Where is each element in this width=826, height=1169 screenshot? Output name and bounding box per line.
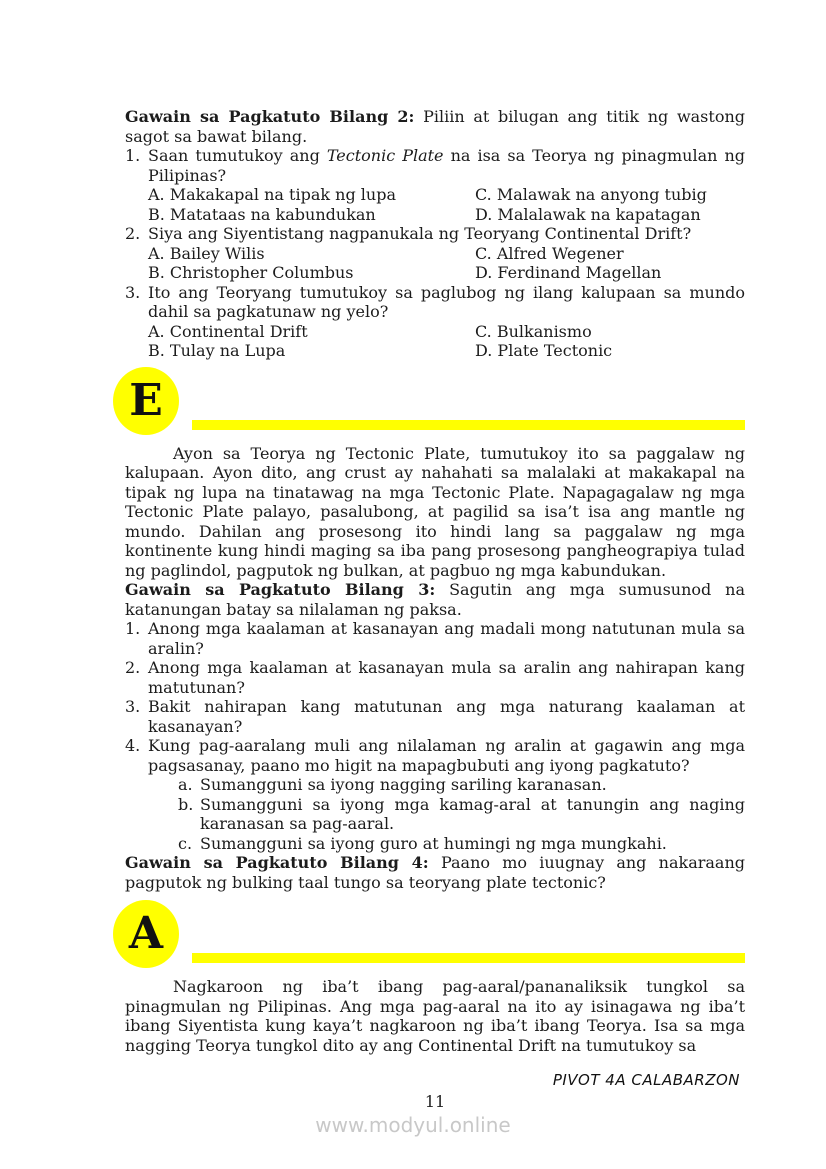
a-marker-circle [113, 900, 179, 968]
a-section-paragraph: Nagkaroon ng iba’t ibang pag-aaral/pananaliksik tungkol sa pinagmulan ng Pilipinas. Ang mga pag-aaral na ito ay isinagawa ng iba’t ibang Siyentista kung kaya’t nagkaroon ng iba’t ibang Teorya. Isa sa mga nagging Teorya tungkol dito ay ang Continental Drift na tumutukoy sa [125, 977, 745, 1055]
e-section-paragraph: Ayon sa Teorya ng Tectonic Plate, tumutukoy ito sa paggalaw ng kalupaan. Ayon dito, ang crust ay nahahati sa malalaki at makakapal na tipak ng lupa na tinatawag na mga Tectonic Plate. Napagagalaw ng mga Tectonic Plate palayo, pasalubong, at pagilid sa isa’t isa ang mantle ng mundo. Dahilan ang prosesong ito hindi lang sa paggalaw ng mga kontinente kung hindi maging sa iba pang prosesong pangheograpiya tulad ng paglindol, pagputok ng bulkan, at pagbuo ng mga kabundukan. [125, 443, 745, 580]
question-options [148, 322, 745, 361]
a-marker-letter: A [128, 908, 164, 960]
question-number: 3. [125, 282, 141, 302]
sub-option-text: Sumangguni sa iyong guro at humingi ng mga mungkahi. [200, 833, 667, 853]
activity3-questions [125, 619, 745, 853]
sub-option-text: Sumangguni sa iyong mga kamag-aral at tanungin ang naging karanasan sa pag-aaral. [200, 794, 745, 833]
question-item-3 [125, 283, 745, 361]
section-marker-a [125, 900, 745, 968]
activity3-title: Gawain sa Pagkatuto Bilang 3: [125, 580, 436, 599]
sub-option-letter: a. [178, 775, 193, 794]
question-text: Bakit nahirapan kang matutunan ang mga naturang kaalaman at kasanayan? [148, 697, 745, 736]
question-number: 3. [125, 697, 141, 716]
question-number: 4. [125, 736, 141, 755]
e-marker-circle [113, 367, 179, 435]
option-c: C. Malawak na anyong tubig [475, 185, 707, 204]
sub-options [148, 775, 745, 853]
activity3-instruction: Sagutin ang mga sumusunod na katanungan batay sa nilalaman ng paksa. [125, 580, 745, 619]
question-text-pre: Saan tumutukoy ang [148, 146, 327, 165]
option-b: B. Tulay na Lupa [148, 341, 286, 360]
question-text: Anong mga kaalaman at kasanayan mula sa aralin ang nahirapan kang matutunan? [148, 658, 745, 697]
question-item-2 [125, 224, 745, 283]
option-d: D. Ferdinand Magellan [475, 263, 662, 282]
question-number: 2. [125, 224, 141, 243]
question-text: Anong mga kaalaman at kasanayan ang madali mong natutunan mula sa aralin? [148, 619, 745, 658]
question-number: 2. [125, 658, 141, 677]
option-a: A. Bailey Wilis [148, 243, 265, 263]
activity3-header [125, 580, 745, 619]
activity2-title: Gawain sa Pagkatuto Bilang 2: [125, 107, 415, 126]
e-marker-bar [192, 420, 745, 430]
watermark: www.modyul.online [315, 1113, 511, 1137]
question-text: Kung pag-aaralang muli ang nilalaman ng aralin at gagawin ang mga pagsasanay, paano mo higit na mapagbubuti ang iyong pagkatuto? [148, 736, 745, 775]
question-number: 1. [125, 619, 141, 638]
activity4-title: Gawain sa Pagkatuto Bilang 4: [125, 853, 429, 872]
option-c: C. Bulkanismo [475, 321, 592, 341]
option-d: D. Malalawak na kapatagan [475, 204, 701, 224]
question-item-1 [125, 146, 745, 224]
footer-brand: PIVOT 4A CALABARZON [552, 1071, 740, 1089]
activity2-header [125, 107, 745, 146]
question-text: Ito ang Teoryang tumutukoy sa paglubog ng ilang kalupaan sa mundo dahil sa pagkatunaw ng yelo? [148, 282, 745, 321]
page-number: 11 [424, 1092, 446, 1111]
question-item-4 [125, 736, 745, 853]
question-text: Siya ang Siyentistang nagpanukala ng Teoryang Continental Drift? [148, 224, 692, 243]
question-item-3 [125, 697, 745, 736]
a-marker-bar [192, 953, 745, 963]
sub-option-b [178, 795, 745, 834]
question-options [148, 185, 745, 224]
activity2-instruction: Piliin at bilugan ang titik ng wastong sagot sa bawat bilang. [125, 107, 745, 146]
option-d: D. Plate Tectonic [475, 341, 613, 360]
sub-option-c [178, 834, 745, 854]
e-marker-letter: E [129, 374, 163, 426]
option-a: A. Makakapal na tipak ng lupa [148, 185, 396, 204]
question-text [148, 146, 745, 185]
sub-option-letter: c. [178, 833, 193, 853]
sub-option-a [178, 775, 745, 795]
page-content [125, 107, 745, 1055]
option-b: B. Christopher Columbus [148, 263, 354, 282]
sub-option-text: Sumangguni sa iyong nagging sariling karanasan. [200, 775, 607, 794]
section-marker-e [125, 367, 745, 435]
option-c: C. Alfred Wegener [475, 243, 624, 263]
activity2-questions [125, 146, 745, 361]
option-b: B. Matataas na kabundukan [148, 204, 376, 224]
question-item-1 [125, 619, 745, 658]
question-options [148, 244, 745, 283]
question-number: 1. [125, 146, 141, 165]
question-item-2 [125, 658, 745, 697]
question-text-italic: Tectonic Plate [326, 146, 444, 165]
question-text-post: na isa sa Teorya ng pinagmulan ng Pilipinas? [148, 146, 745, 185]
activity4-instruction: Paano mo iuugnay ang nakaraang pagputok ng bulking taal tungo sa teoryang plate tectonic? [125, 853, 745, 892]
option-a: A. Continental Drift [148, 321, 308, 341]
activity4-header [125, 853, 745, 892]
sub-option-letter: b. [178, 794, 194, 814]
